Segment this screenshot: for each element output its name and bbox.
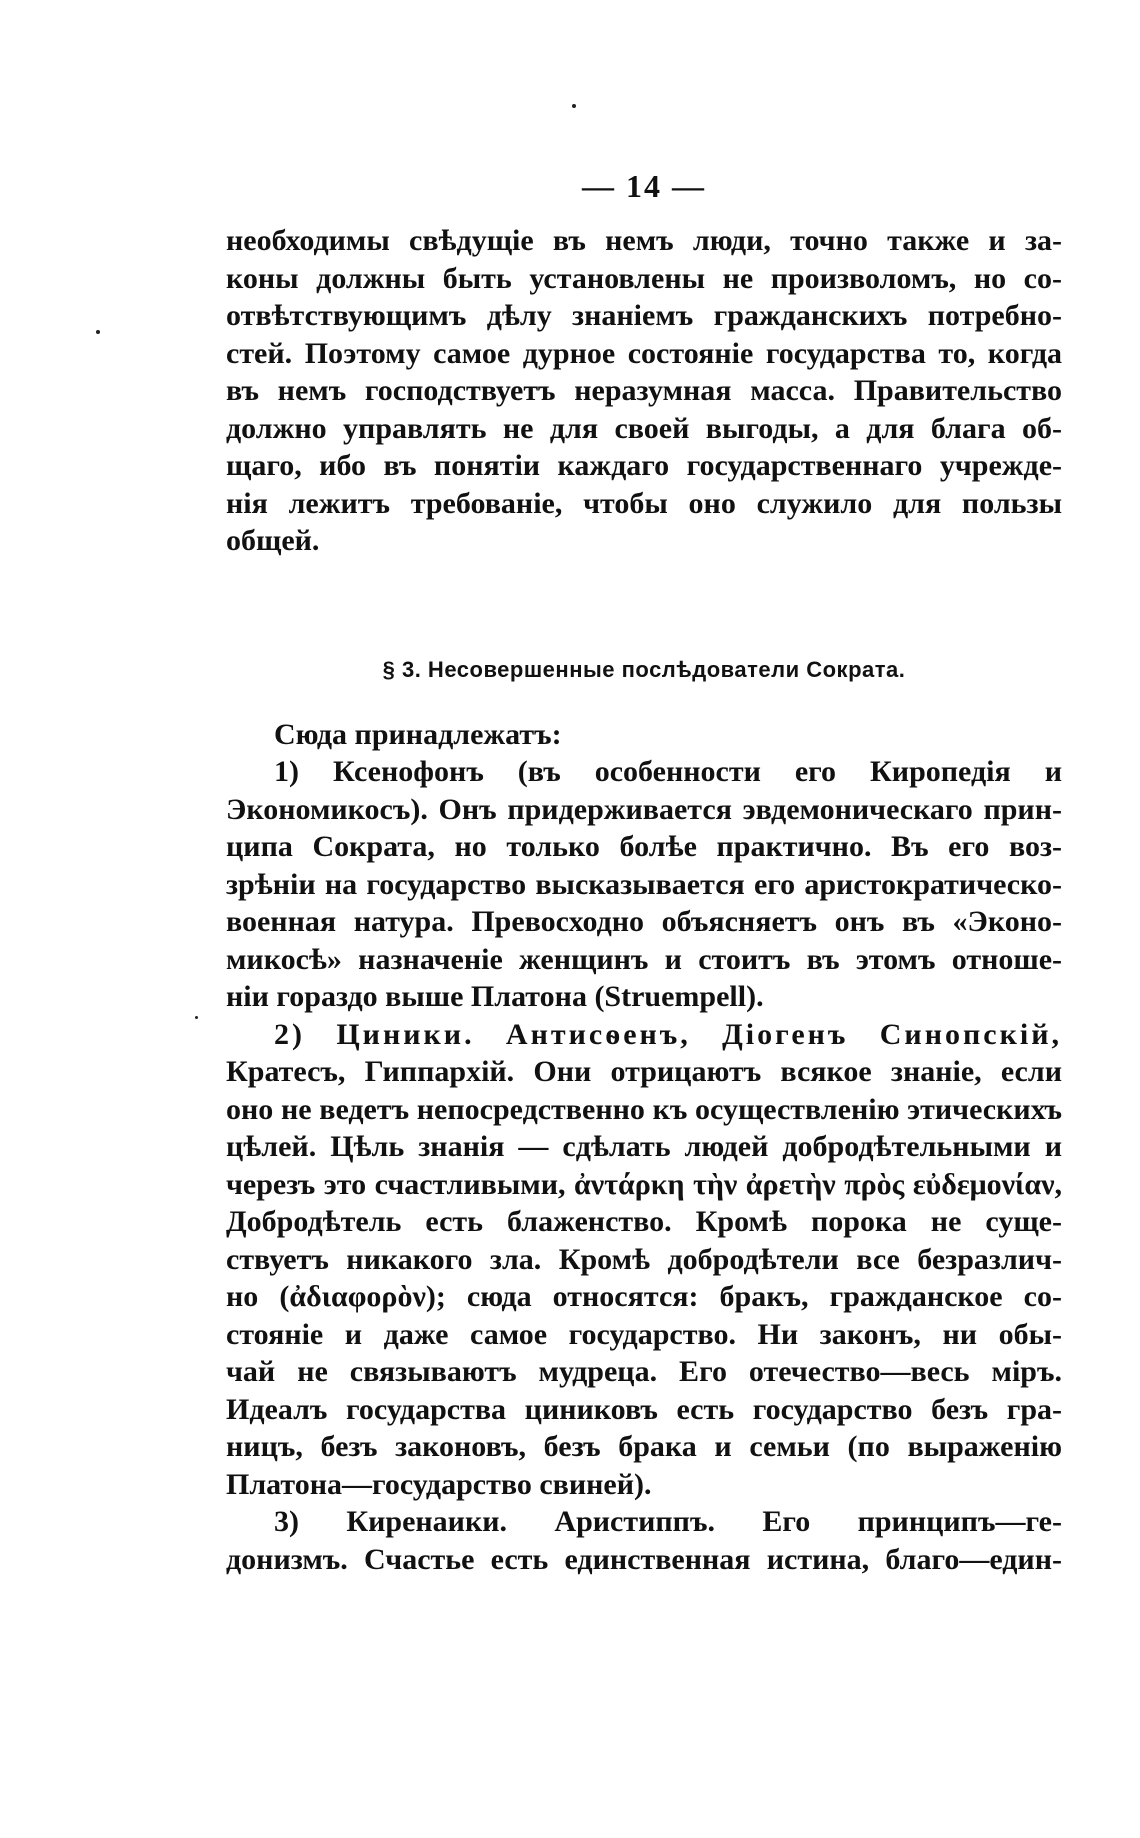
- book-page: [226, 160, 1062, 1578]
- text-line: Экономикосъ). Онъ придерживается эвдемоническаго прин-: [226, 792, 1062, 826]
- text-line: общей.: [226, 524, 320, 557]
- text-line: 1) Ксенофонъ (въ особенности его Киропедія и: [274, 755, 1062, 788]
- text-line: ніи гораздо выше Платона (Struempell).: [226, 980, 764, 1013]
- text-line: Добродѣтель есть блаженство. Кромѣ порока не суще-: [226, 1205, 1062, 1238]
- text-line: зрѣніи на государство высказывается его аристократическо-: [226, 867, 1062, 901]
- text-line: микосѣ» назначеніе женщинъ и стоитъ въ этомъ отноше-: [226, 942, 1062, 976]
- text-line: нія лежитъ требованіе, чтобы оно служило для пользы: [226, 486, 1062, 520]
- text-line: щаго, ибо въ понятіи каждаго государственнаго учрежде-: [226, 449, 1062, 482]
- text-line: отвѣтствующимъ дѣлу знаніемъ гражданскихъ потребно-: [226, 299, 1062, 332]
- text-line: Кратесъ, Гиппархій. Они отрицаютъ всякое знаніе, если: [226, 1055, 1062, 1088]
- paragraph-cyrenaics: [226, 1503, 1062, 1578]
- text-line: ципа Сократа, но только болѣе практично. Въ его воз-: [226, 830, 1062, 863]
- text-line: въ немъ господствуетъ неразумная масса. Правительство: [226, 374, 1062, 407]
- text-line: Идеалъ государства циниковъ есть государство безъ гра-: [226, 1392, 1062, 1426]
- text-line: но (ἀδιαφορὸν); сюда относятся: бракъ, гражданское со-: [226, 1280, 1062, 1313]
- text-line: цѣлей. Цѣль знанія — сдѣлать людей добродѣтельными и: [226, 1130, 1062, 1163]
- text-line: чай не связываютъ мудреца. Его отечество—весь міръ.: [226, 1355, 1062, 1388]
- text-line: стей. Поэтому самое дурное состояніе государства то, когда: [226, 336, 1062, 370]
- paragraph-xenophon: [226, 753, 1062, 1016]
- text-line: ствуетъ никакого зла. Кромѣ добродѣтели все безразлич-: [226, 1242, 1062, 1276]
- paragraph-state-knowledge: [226, 222, 1062, 560]
- text-line: военная натура. Превосходно объясняетъ онъ въ «Эконо-: [226, 905, 1062, 938]
- ink-speck: [572, 104, 576, 108]
- text-line: оно не ведетъ непосредственно къ осуществленію этическихъ: [226, 1092, 1062, 1126]
- text-line: стояніе и даже самое государство. Ни законъ, ни обы-: [226, 1317, 1062, 1351]
- text-line: черезъ это счастливыми, ἀντάρκη τὴν ἀρετὴν πρὸς εὐδεμονίαν,: [226, 1167, 1062, 1201]
- text-line: 3) Киренаики. Аристиппъ. Его принципъ—ге-: [274, 1505, 1062, 1538]
- text-line: должно управлять не для своей выгоды, а для блага об-: [226, 411, 1062, 445]
- ink-speck: [195, 1016, 198, 1019]
- text-line: ницъ, безъ законовъ, безъ брака и семьи (по выраженію: [226, 1430, 1062, 1463]
- text-line: Платона—государство свиней).: [226, 1467, 652, 1501]
- paragraph-cynics: [226, 1016, 1062, 1504]
- section-heading: § 3. Несовершенные послѣдователи Сократа.: [382, 656, 906, 682]
- page-number: — 14 —: [582, 168, 706, 204]
- text-line: коны должны быть установлены не произволомъ, но со-: [226, 261, 1062, 295]
- text-line: донизмъ. Счастье есть единственная истина, благо—един-: [226, 1542, 1062, 1576]
- intro-line: Сюда принадлежатъ:: [274, 717, 562, 751]
- ink-speck: [96, 330, 100, 334]
- text-line: необходимы свѣдущіе въ немъ люди, точно также и за-: [226, 224, 1062, 257]
- text-line: 2) Циники. Антисѳенъ, Діогенъ Синопскій,: [274, 1017, 1062, 1051]
